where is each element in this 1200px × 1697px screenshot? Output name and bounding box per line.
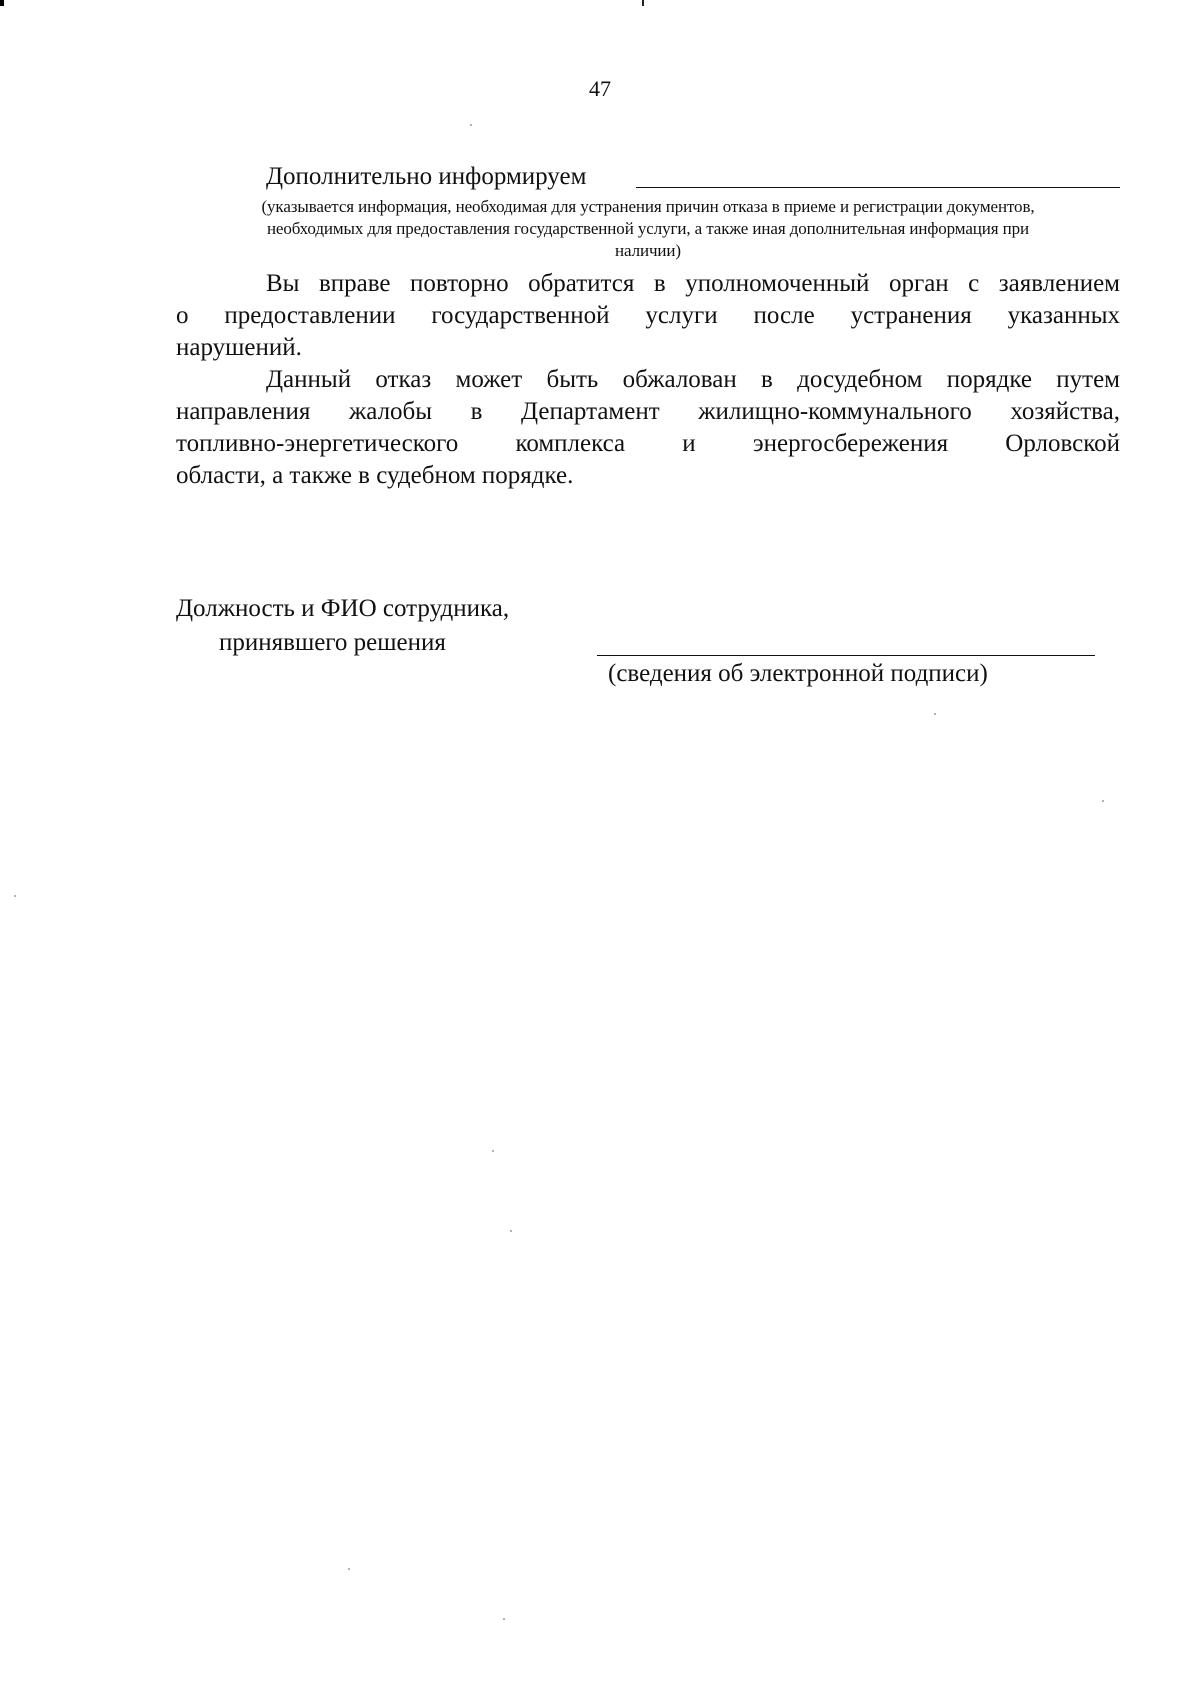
paragraph-line: Вы вправе повторно обратится в уполномоченный орган с заявлением bbox=[266, 270, 1120, 297]
reapply-paragraph bbox=[176, 268, 1120, 364]
signatory-position bbox=[176, 592, 509, 660]
appeal-paragraph bbox=[176, 364, 1120, 492]
scan-speck bbox=[348, 1568, 350, 1570]
scan-speck bbox=[934, 713, 936, 715]
scan-speck bbox=[510, 1230, 512, 1232]
scan-speck bbox=[14, 895, 16, 897]
hint-line: (указывается информация, необходимая для устранения причин отказа в приеме и регистрации документов, bbox=[261, 197, 1035, 216]
paragraph-line: направления жалобы в Департамент жилищно-коммунального хозяйства, bbox=[176, 398, 1120, 425]
scan-speck bbox=[503, 1618, 505, 1620]
signature-blank-line bbox=[597, 655, 1095, 656]
paragraph-line: нарушений. bbox=[176, 334, 302, 361]
page-number: 47 bbox=[589, 76, 611, 101]
scan-edge-mark bbox=[0, 0, 4, 6]
additional-info-label: Дополнительно информируем bbox=[266, 163, 587, 190]
additional-info-blank-line bbox=[636, 187, 1120, 188]
hint-line: наличии) bbox=[615, 241, 681, 260]
position-line: принявшего решения bbox=[219, 629, 446, 656]
hint-line: необходимых для предоставления государственной услуги, а также иная дополнительная информация при bbox=[266, 219, 1030, 238]
paragraph-line: Данный отказ может быть обжалован в досудебном порядке путем bbox=[266, 366, 1120, 393]
position-line: Должность и ФИО сотрудника, bbox=[176, 595, 510, 622]
additional-info-hint bbox=[176, 196, 1120, 262]
paragraph-line: топливно-энергетического комплекса и энергосбережения Орловской bbox=[176, 430, 1120, 457]
scan-edge-mark bbox=[642, 0, 644, 6]
scan-speck bbox=[470, 124, 472, 126]
scan-speck bbox=[1102, 800, 1104, 802]
paragraph-line: области, а также в судебном порядке. bbox=[176, 462, 574, 489]
scan-speck bbox=[492, 1150, 494, 1152]
signature-caption: (сведения об электронной подписи) bbox=[608, 660, 988, 687]
paragraph-line: о предоставлении государственной услуги после устранения указанных bbox=[176, 302, 1120, 329]
